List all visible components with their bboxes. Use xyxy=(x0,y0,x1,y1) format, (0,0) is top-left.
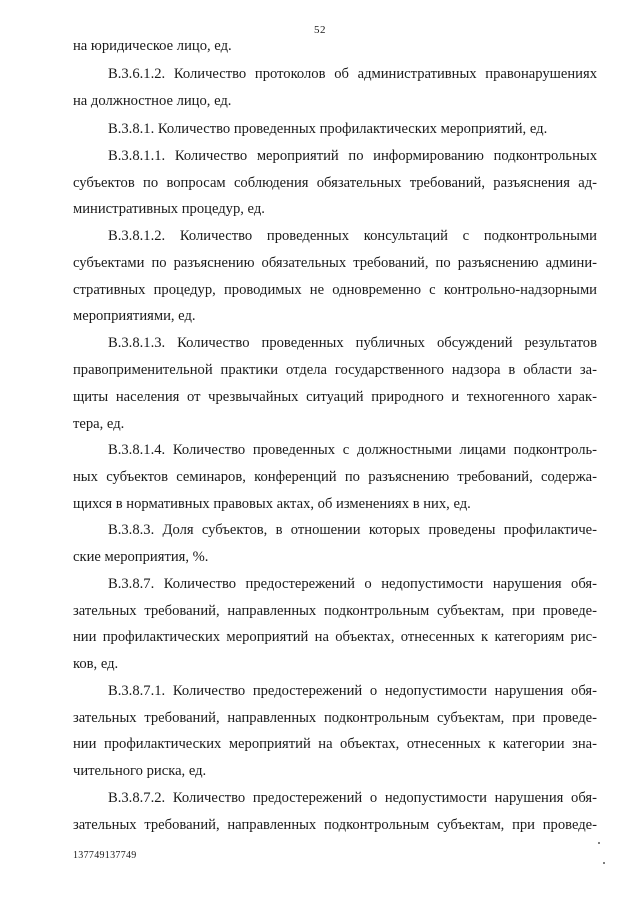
text-line: В.3.8.3. Доля субъектов, в отношении которых проведены профилактиче- xyxy=(108,522,597,538)
text-line: ных субъектов семинаров, конференций по разъяснению требований, содержа- xyxy=(73,469,597,485)
document-footer-code: 137749137749 xyxy=(73,850,137,861)
text-line: правоприменительной практики отдела государственного надзора в области за- xyxy=(73,362,597,378)
text-line: В.3.8.1.2. Количество проведенных консультаций с подконтрольными xyxy=(108,228,597,244)
text-line: щиты населения от чрезвычайных ситуаций природного и техногенного харак- xyxy=(73,389,597,405)
text-line: мероприятиями, ед. xyxy=(73,308,196,324)
text-line: В.3.8.1. Количество проведенных профилактических мероприятий, ед. xyxy=(108,121,548,137)
text-line: нии профилактических мероприятий на объектах, отнесенных к категории зна- xyxy=(73,736,597,752)
scan-artifact-dot xyxy=(598,842,600,844)
text-line: ские мероприятия, %. xyxy=(73,549,209,565)
text-line: стративных процедур, проводимых не одновременно с контрольно-надзорными xyxy=(73,282,597,298)
text-line: субъектами по разъяснению обязательных требований, по разъяснению админи- xyxy=(73,255,597,271)
text-line: чительного риска, ед. xyxy=(73,763,207,779)
text-line: министративных процедур, ед. xyxy=(73,201,265,217)
text-line: тера, ед. xyxy=(73,416,125,432)
text-line: В.3.8.1.4. Количество проведенных с должностными лицами подконтроль- xyxy=(108,442,597,458)
text-line: щихся в нормативных правовых актах, об изменениях в них, ед. xyxy=(73,496,471,512)
text-line: В.3.8.1.3. Количество проведенных публичных обсуждений результатов xyxy=(108,335,597,351)
text-line: зательных требований, направленных подконтрольным субъектам, при проведе- xyxy=(73,710,597,726)
text-line: зательных требований, направленных подконтрольным субъектам, при проведе- xyxy=(73,817,597,833)
text-line: зательных требований, направленных подконтрольным субъектам, при проведе- xyxy=(73,603,597,619)
text-line: на должностное лицо, ед. xyxy=(73,93,232,109)
text-line: ков, ед. xyxy=(73,656,119,672)
text-line: В.3.8.7. Количество предостережений о недопустимости нарушения обя- xyxy=(108,576,597,592)
text-line: субъектов по вопросам соблюдения обязательных требований, разъяснения ад- xyxy=(73,175,597,191)
text-line: на юридическое лицо, ед. xyxy=(73,38,232,54)
text-line: В.3.6.1.2. Количество протоколов об административных правонарушениях xyxy=(108,66,597,82)
text-line: В.3.8.7.1. Количество предостережений о недопустимости нарушения обя- xyxy=(108,683,597,699)
page-number: 52 xyxy=(314,24,326,36)
text-line: В.3.8.7.2. Количество предостережений о недопустимости нарушения обя- xyxy=(108,790,597,806)
text-line: нии профилактических мероприятий на объектах, отнесенных к категориям рис- xyxy=(73,629,597,645)
text-line: В.3.8.1.1. Количество мероприятий по информированию подконтрольных xyxy=(108,148,597,164)
scan-artifact-dot xyxy=(603,862,605,864)
